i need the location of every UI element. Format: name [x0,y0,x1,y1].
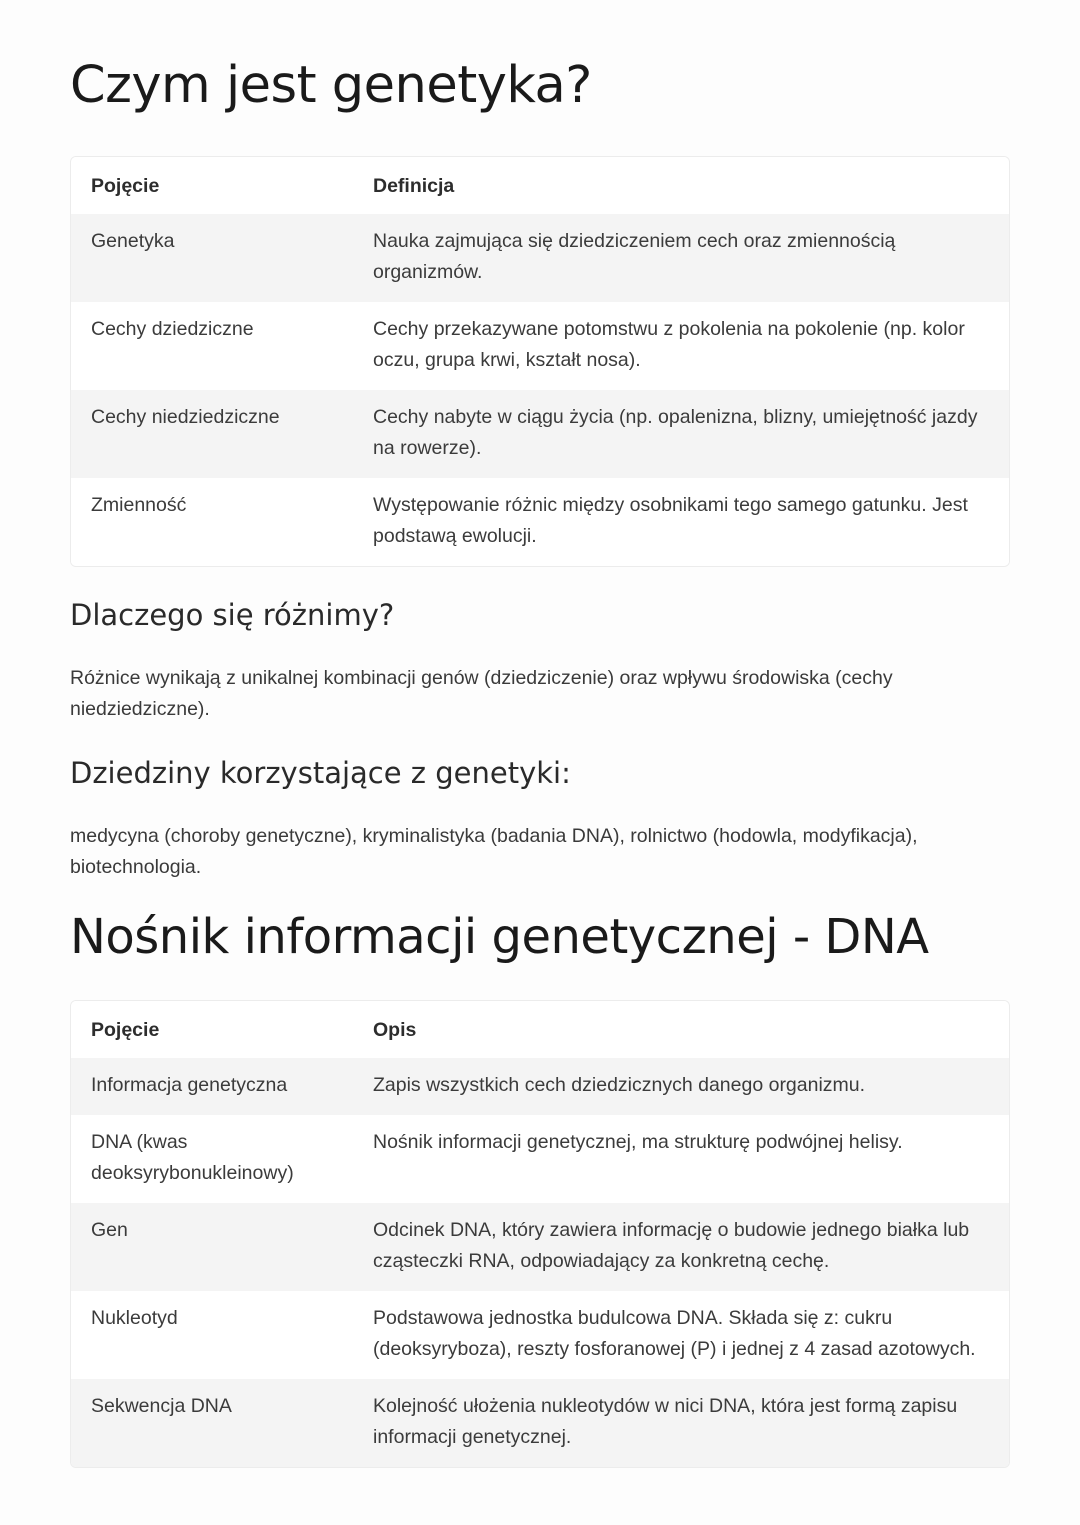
table-row [71,1379,1009,1467]
dna-terms-table [70,1000,1010,1468]
term-cell: Cechy niedziedziczne [71,390,353,478]
table-row [71,390,1009,478]
term-cell: Genetyka [71,214,353,302]
column-header-term: Pojęcie [71,1001,353,1058]
why-heading: Dlaczego się różnimy? [70,598,395,632]
term-cell: Zmienność [71,478,353,566]
definition-cell: Występowanie różnic między osobnikami tego samego gatunku. Jest podstawą ewolucji. [353,478,1009,566]
description-cell: Nośnik informacji genetycznej, ma strukturę podwójnej helisy. [353,1115,1009,1203]
table-row [71,302,1009,390]
term-cell: DNA (kwas deoksyrybonukleinowy) [71,1115,353,1203]
definition-cell: Cechy przekazywane potomstwu z pokolenia na pokolenie (np. kolor oczu, grupa krwi, kształt nosa). [353,302,1009,390]
term-cell: Nukleotyd [71,1291,353,1379]
column-header-definition: Definicja [353,157,1009,214]
fields-paragraph: medycyna (choroby genetyczne), kryminalistyka (badania DNA), rolnictwo (hodowla, modyfikacja), biotechnologia. [70,825,918,878]
section2-title: Nośnik informacji genetycznej - DNA [70,909,929,965]
term-cell: Gen [71,1203,353,1291]
description-cell: Podstawowa jednostka budulcowa DNA. Składa się z: cukru (deoksyryboza), reszty fosforanowej (P) i jednej z 4 zasad azotowych. [353,1291,1009,1379]
table-header-row [71,157,1009,214]
table-row [71,478,1009,566]
table-header-row [71,1001,1009,1058]
fields-heading: Dziedziny korzystające z genetyki: [70,756,571,790]
table-row [71,1291,1009,1379]
table-row [71,1115,1009,1203]
definition-cell: Cechy nabyte w ciągu życia (np. opalenizna, blizny, umiejętność jazdy na rowerze). [353,390,1009,478]
column-header-description: Opis [353,1001,1009,1058]
definition-cell: Nauka zajmująca się dziedziczeniem cech oraz zmiennością organizmów. [353,214,1009,302]
description-cell: Kolejność ułożenia nukleotydów w nici DNA, która jest formą zapisu informacji genetycznej. [353,1379,1009,1467]
column-header-term: Pojęcie [71,157,353,214]
genetics-terms-table [70,156,1010,567]
why-paragraph: Różnice wynikają z unikalnej kombinacji genów (dziedziczenie) oraz wpływu środowiska (cechy niedziedziczne). [70,667,893,720]
section1-title: Czym jest genetyka? [70,56,592,115]
table-row [71,1058,1009,1115]
description-cell: Zapis wszystkich cech dziedzicznych danego organizmu. [353,1058,1009,1115]
term-cell: Cechy dziedziczne [71,302,353,390]
table-row [71,214,1009,302]
table-row [71,1203,1009,1291]
description-cell: Odcinek DNA, który zawiera informację o budowie jednego białka lub cząsteczki RNA, odpowiadający za konkretną cechę. [353,1203,1009,1291]
term-cell: Sekwencja DNA [71,1379,353,1467]
term-cell: Informacja genetyczna [71,1058,353,1115]
